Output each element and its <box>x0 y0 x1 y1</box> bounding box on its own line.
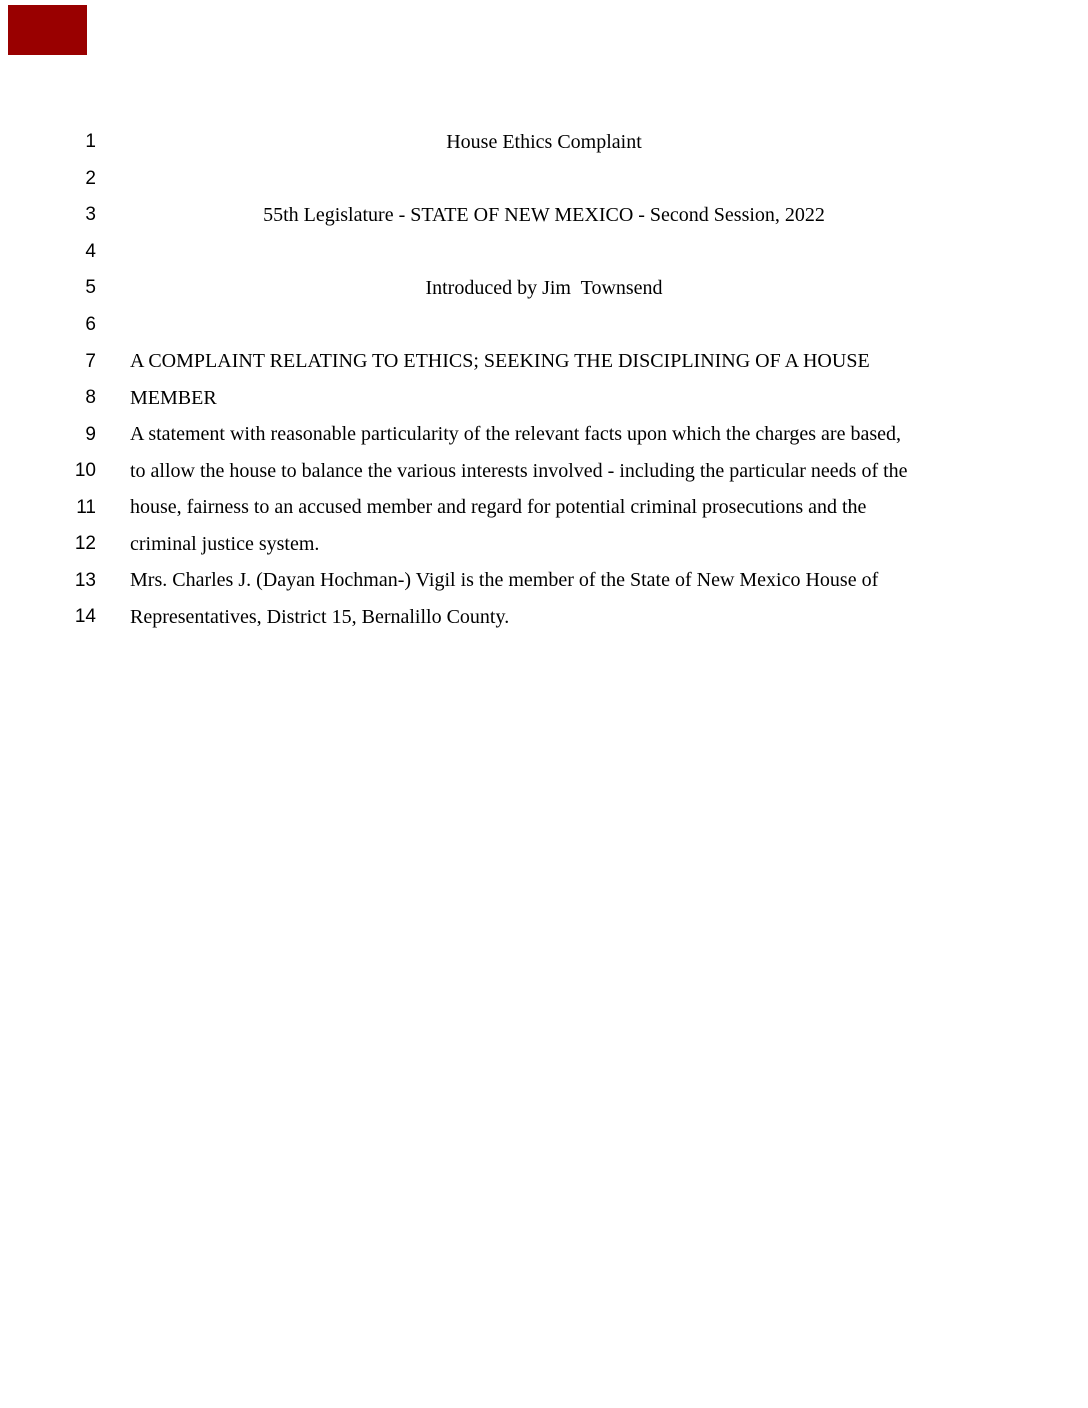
document-line <box>0 380 1088 417</box>
document-line <box>0 599 1088 636</box>
line-number: 8 <box>85 387 96 409</box>
line-number: 2 <box>85 167 96 189</box>
red-marker-box <box>8 5 87 55</box>
line-number: 11 <box>76 496 96 518</box>
line-text: criminal justice system. <box>130 532 320 555</box>
line-number: 5 <box>85 277 96 299</box>
document-line <box>0 307 1088 344</box>
line-number: 12 <box>74 533 96 555</box>
document-line <box>0 161 1088 198</box>
document-line <box>0 563 1088 600</box>
line-text: Introduced by Jim Townsend <box>425 276 663 299</box>
document-line <box>0 416 1088 453</box>
document-line <box>0 124 1088 161</box>
line-text: house, fairness to an accused member and regard for potential criminal prosecutions and the <box>130 496 867 519</box>
line-text: 55th Legislature - STATE OF NEW MEXICO - Second Session, 2022 <box>263 203 825 226</box>
line-text: MEMBER <box>130 386 217 409</box>
document-line <box>0 197 1088 234</box>
line-number: 10 <box>74 460 96 482</box>
line-number: 9 <box>85 423 96 445</box>
line-number: 14 <box>74 606 96 628</box>
document-lines <box>0 124 1088 636</box>
document-line <box>0 489 1088 526</box>
line-text: Representatives, District 15, Bernalillo County. <box>130 605 510 628</box>
line-number: 4 <box>85 240 96 262</box>
line-text: House Ethics Complaint <box>446 130 642 153</box>
line-number: 6 <box>85 314 96 335</box>
document-line <box>0 234 1088 271</box>
line-number: 3 <box>85 204 96 226</box>
line-text: A statement with reasonable particularity of the relevant facts upon which the charges are based, <box>130 423 902 446</box>
document-line <box>0 343 1088 380</box>
document-line <box>0 453 1088 490</box>
document-line <box>0 270 1088 307</box>
line-number: 1 <box>85 131 96 153</box>
line-number: 13 <box>74 569 96 591</box>
line-text: Mrs. Charles J. (Dayan Hochman-) Vigil is the member of the State of New Mexico House of <box>130 569 879 592</box>
line-text: A COMPLAINT RELATING TO ETHICS; SEEKING THE DISCIPLINING OF A HOUSE <box>130 350 870 373</box>
document-line <box>0 526 1088 563</box>
line-number: 7 <box>85 350 96 372</box>
line-text: to allow the house to balance the various interests involved - including the particular needs of the <box>130 459 908 482</box>
